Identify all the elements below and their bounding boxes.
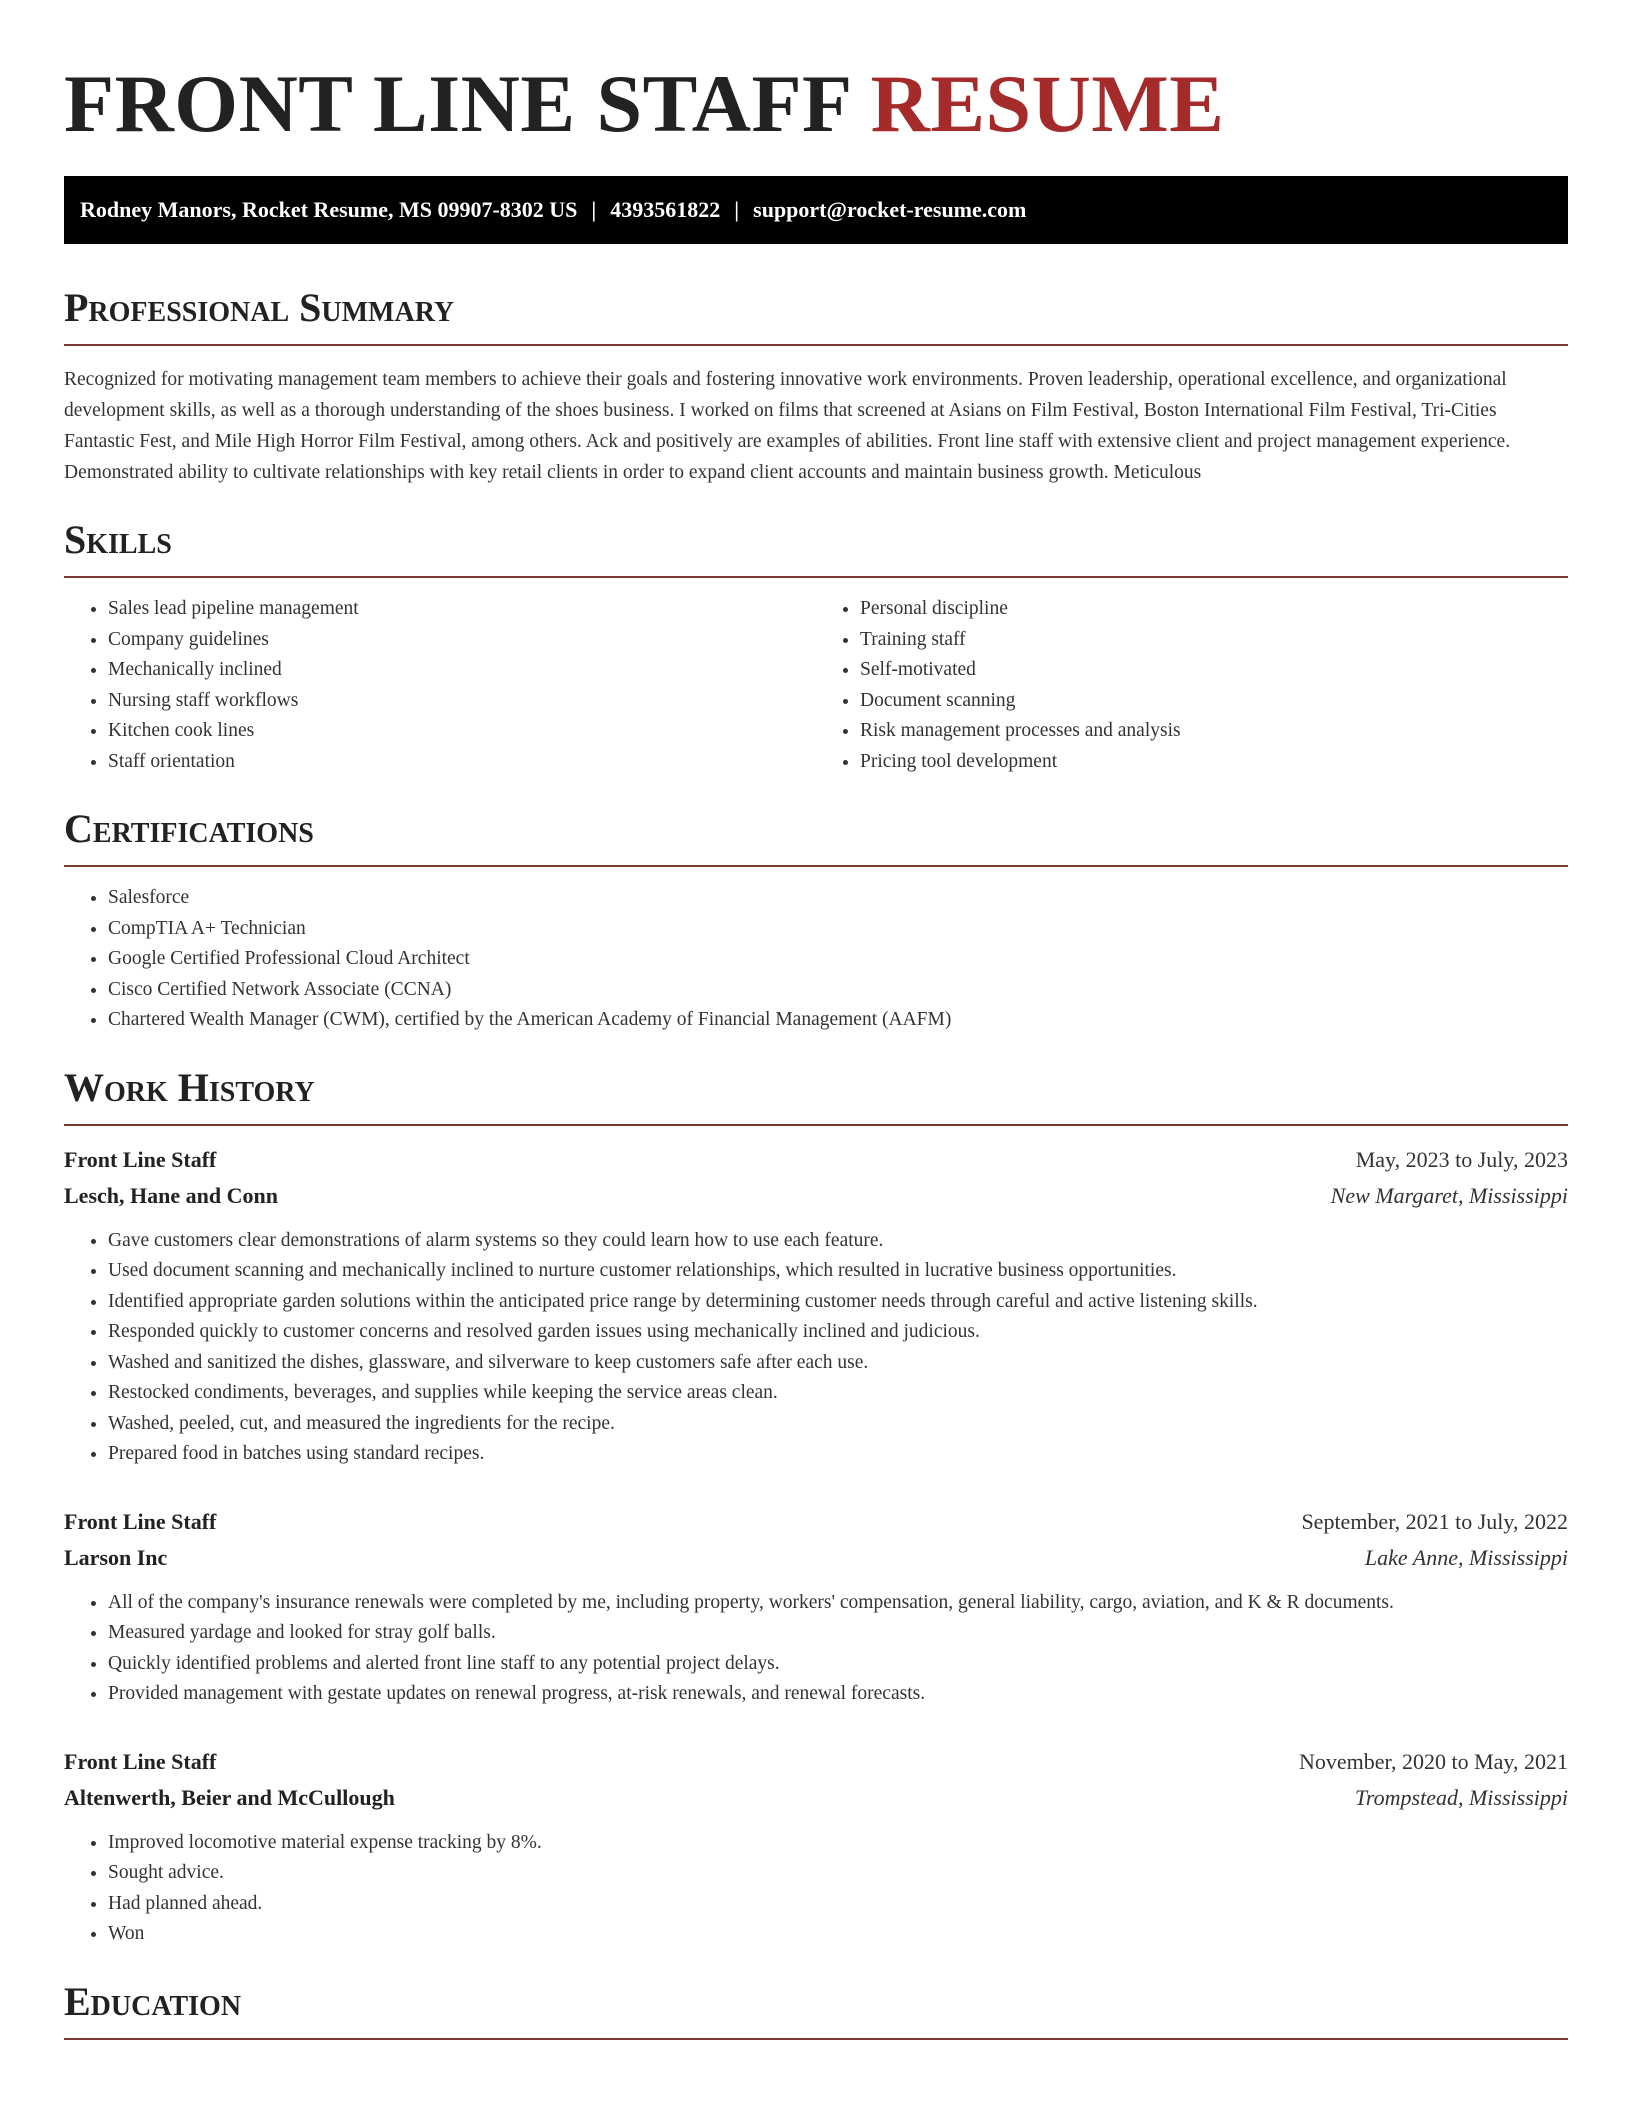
job-title: Front Line Staff	[64, 1748, 217, 1774]
job-entry	[64, 1142, 1568, 1470]
job-bullet: • Measured yardage and looked for stray golf balls.	[108, 1618, 1568, 1649]
job-bullet: • Identified appropriate garden solutions within the anticipated price range by determining customer needs through careful and active listening skills.	[108, 1287, 1568, 1318]
resume-title-main: FRONT LINE STAFF	[64, 58, 850, 149]
contact-address: Rodney Manors, Rocket Resume, MS 09907-8302 US	[80, 197, 578, 222]
skill-item: • Training staff	[860, 625, 1568, 656]
job-bullets	[64, 1588, 1568, 1710]
job-bullet: • Had planned ahead.	[108, 1889, 1568, 1920]
job-bullet: • Provided management with gestate updates on renewal progress, at-risk renewals, and renewal forecasts.	[108, 1679, 1568, 1710]
skill-item: • Self-motivated	[860, 655, 1568, 686]
skill-item: • Pricing tool development	[860, 747, 1568, 778]
work-history-heading: Work History	[64, 1062, 1568, 1126]
skills-column-right	[816, 594, 1568, 777]
job-company-row	[64, 1178, 1568, 1214]
job-bullet: • Won	[108, 1919, 1568, 1950]
contact-bar	[64, 176, 1568, 244]
job-entry	[64, 1744, 1568, 1950]
contact-separator: |	[591, 197, 597, 222]
skills-heading: Skills	[64, 514, 1568, 578]
job-bullet: • Restocked condiments, beverages, and supplies while keeping the service areas clean.	[108, 1378, 1568, 1409]
job-bullet: • Washed and sanitized the dishes, glassware, and silverware to keep customers safe after each use.	[108, 1348, 1568, 1379]
certification-item: • CompTIA A+ Technician	[108, 914, 1568, 945]
job-bullets	[64, 1226, 1568, 1470]
skills-column-left	[64, 594, 816, 777]
job-bullet: • Improved locomotive material expense tracking by 8%.	[108, 1828, 1568, 1859]
education-heading: Education	[64, 1976, 1568, 2040]
resume-title-accent: RESUME	[870, 58, 1225, 149]
skill-item: • Mechanically inclined	[108, 655, 816, 686]
job-bullet: • Responded quickly to customer concerns and resolved garden issues using mechanically inclined and judicious.	[108, 1317, 1568, 1348]
certification-item: • Cisco Certified Network Associate (CCNA)	[108, 975, 1568, 1006]
job-bullet: • Used document scanning and mechanically inclined to nurture customer relationships, which resulted in lucrative business opportunities.	[108, 1256, 1568, 1287]
certification-item: • Google Certified Professional Cloud Architect	[108, 944, 1568, 975]
skill-item: • Staff orientation	[108, 747, 816, 778]
summary-heading: Professional Summary	[64, 282, 1568, 346]
skill-item: • Company guidelines	[108, 625, 816, 656]
job-location: Trompstead, Mississippi	[1354, 1784, 1568, 1810]
job-company-row	[64, 1540, 1568, 1576]
job-header-row	[64, 1744, 1568, 1780]
skill-item: • Nursing staff workflows	[108, 686, 816, 717]
job-dates: September, 2021 to July, 2022	[1301, 1508, 1568, 1534]
job-dates: November, 2020 to May, 2021	[1299, 1748, 1568, 1774]
job-company: Larson Inc	[64, 1544, 168, 1570]
job-title: Front Line Staff	[64, 1508, 217, 1534]
job-company-row	[64, 1780, 1568, 1816]
job-bullet: • All of the company's insurance renewals were completed by me, including property, workers' compensation, general liability, cargo, aviation, and K & R documents.	[108, 1588, 1568, 1619]
job-dates: May, 2023 to July, 2023	[1355, 1146, 1568, 1172]
job-entry	[64, 1504, 1568, 1710]
job-location: New Margaret, Mississippi	[1330, 1182, 1568, 1208]
certifications-heading: Certifications	[64, 803, 1568, 867]
certification-item: • Chartered Wealth Manager (CWM), certified by the American Academy of Financial Management (AAFM)	[108, 1005, 1568, 1036]
job-title: Front Line Staff	[64, 1146, 217, 1172]
job-bullet: • Gave customers clear demonstrations of alarm systems so they could learn how to use each feature.	[108, 1226, 1568, 1257]
job-bullet: • Prepared food in batches using standard recipes.	[108, 1439, 1568, 1470]
skill-item: • Document scanning	[860, 686, 1568, 717]
job-bullet: • Washed, peeled, cut, and measured the ingredients for the recipe.	[108, 1409, 1568, 1440]
contact-phone: 4393561822	[610, 197, 721, 222]
job-header-row	[64, 1142, 1568, 1178]
job-location: Lake Anne, Mississippi	[1364, 1544, 1568, 1570]
skill-item: • Personal discipline	[860, 594, 1568, 625]
job-bullet: • Quickly identified problems and alerted front line staff to any potential project delays.	[108, 1649, 1568, 1680]
job-header-row	[64, 1504, 1568, 1540]
certification-item: • Salesforce	[108, 883, 1568, 914]
skill-item: • Kitchen cook lines	[108, 716, 816, 747]
job-company: Lesch, Hane and Conn	[64, 1182, 278, 1208]
skill-item: • Risk management processes and analysis	[860, 716, 1568, 747]
job-bullets	[64, 1828, 1568, 1950]
skill-item: • Sales lead pipeline management	[108, 594, 816, 625]
summary-text: Recognized for motivating management team members to achieve their goals and fostering innovative work environments. Proven leadership, operational excellence, and organizational development skills, as well as a thorough understanding of the shoes business. I worked on films that screened at Asians on Film Festival, Boston International Film Festival, Tri-Cities Fantastic Fest, and Mile High Horror Film Festival, among others. Ack and positively are examples of abilities. Front line staff with extensive client and project management experience. Demonstrated ability to cultivate relationships with key retail clients in order to expand client accounts and maintain business growth. Meticulous	[64, 369, 1511, 483]
contact-separator: |	[734, 197, 740, 222]
job-company: Altenwerth, Beier and McCullough	[64, 1784, 395, 1810]
resume-page	[64, 0, 1568, 2040]
resume-title	[64, 0, 1568, 152]
skills-list	[64, 594, 1568, 777]
certifications-list	[64, 883, 1568, 1036]
contact-email[interactable]: support@rocket-resume.com	[753, 197, 1027, 222]
job-bullet: • Sought advice.	[108, 1858, 1568, 1889]
